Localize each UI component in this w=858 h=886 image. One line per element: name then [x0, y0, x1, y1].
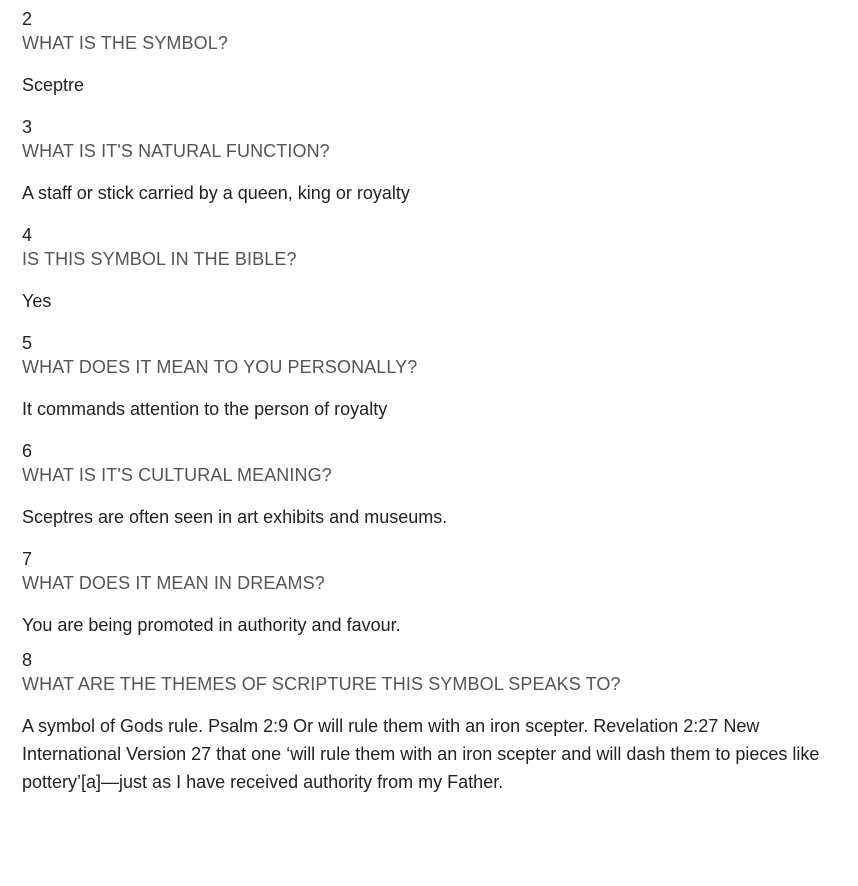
- item-number: 8: [22, 650, 33, 670]
- qa-item-8: [22, 649, 858, 796]
- item-number: 2: [22, 9, 33, 29]
- answer-text: You are being promoted in authority and favour.: [22, 615, 401, 635]
- answer-text: A staff or stick carried by a queen, king or royalty: [22, 183, 410, 203]
- question-heading: WHAT DOES IT MEAN IN DREAMS?: [22, 573, 325, 593]
- answer-text: Sceptres are often seen in art exhibits and museums.: [22, 507, 448, 527]
- answer-text: It commands attention to the person of royalty: [22, 399, 388, 419]
- qa-item-4: [22, 224, 858, 315]
- qa-item-2: [22, 8, 858, 99]
- qa-item-7: [22, 548, 858, 639]
- qa-item-3: [22, 116, 858, 207]
- question-heading: WHAT IS THE SYMBOL?: [22, 33, 228, 53]
- item-number: 3: [22, 117, 33, 137]
- question-heading: IS THIS SYMBOL IN THE BIBLE?: [22, 249, 297, 269]
- answer-text: Sceptre: [22, 75, 85, 95]
- item-number: 5: [22, 333, 33, 353]
- item-number: 7: [22, 549, 33, 569]
- qa-item-6: [22, 440, 858, 531]
- item-number: 4: [22, 225, 33, 245]
- answer-text: A symbol of Gods rule. Psalm 2:9 Or will rule them with an iron scepter. Revelation 2:27 New International Version 27 that one ‘will rule them with an iron scepter and will dash them to pieces like pottery’[a]—just as I have received authority from my Father.: [22, 716, 820, 792]
- question-heading: WHAT IS IT'S CULTURAL MEANING?: [22, 465, 332, 485]
- question-heading: WHAT IS IT'S NATURAL FUNCTION?: [22, 141, 330, 161]
- item-number: 6: [22, 441, 33, 461]
- answer-text: Yes: [22, 291, 52, 311]
- question-heading: WHAT ARE THE THEMES OF SCRIPTURE THIS SYMBOL SPEAKS TO?: [22, 674, 621, 694]
- question-heading: WHAT DOES IT MEAN TO YOU PERSONALLY?: [22, 357, 418, 377]
- qa-item-5: [22, 332, 858, 423]
